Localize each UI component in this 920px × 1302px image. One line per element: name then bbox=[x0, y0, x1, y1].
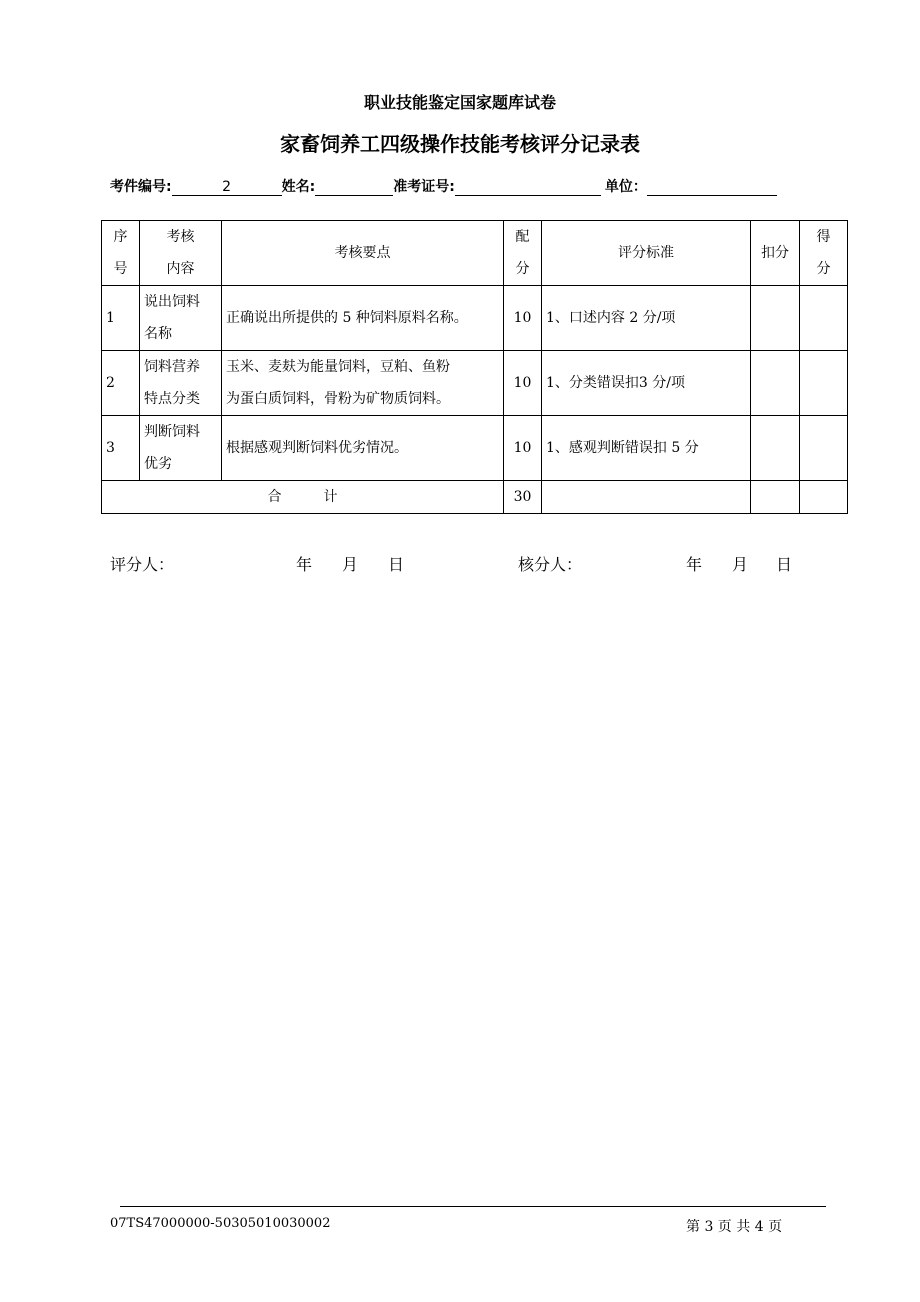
reviewer-year: 年 bbox=[686, 555, 703, 574]
form-title: 家畜饲养工四级操作技能考核评分记录表 bbox=[280, 132, 640, 156]
row-score: 10 bbox=[504, 416, 542, 481]
row-key-points: 正确说出所提供的 5 种饲料原料名称。 bbox=[222, 286, 504, 351]
total-label: 合 计 bbox=[102, 481, 504, 514]
exam-no-label: 考件编号: bbox=[110, 179, 172, 195]
total-deduct-cell[interactable] bbox=[751, 481, 800, 514]
total-criteria-cell bbox=[542, 481, 751, 514]
document-code: 07TS47000000-50305010030002 bbox=[110, 1216, 331, 1231]
row-criteria: 1、感观判断错误扣 5 分 bbox=[542, 416, 751, 481]
row-score: 10 bbox=[504, 351, 542, 416]
header-criteria: 评分标准 bbox=[542, 221, 751, 286]
table-row bbox=[102, 286, 848, 351]
row-got-cell[interactable] bbox=[800, 351, 848, 416]
header-content: 考核 内容 bbox=[140, 221, 222, 286]
table-row bbox=[102, 416, 848, 481]
row-deduct-cell[interactable] bbox=[751, 286, 800, 351]
row-deduct-cell[interactable] bbox=[751, 416, 800, 481]
unit-field[interactable] bbox=[647, 179, 777, 196]
exam-no-field[interactable] bbox=[172, 179, 282, 196]
table-header-row bbox=[102, 221, 848, 286]
row-key-points: 根据感观判断饲料优劣情况。 bbox=[222, 416, 504, 481]
exam-no-value: 2 bbox=[222, 179, 232, 195]
row-got-cell[interactable] bbox=[800, 416, 848, 481]
grader-year: 年 bbox=[296, 555, 313, 574]
total-row bbox=[102, 481, 848, 514]
grader-label: 评分人： bbox=[110, 555, 175, 574]
name-label: 姓名: bbox=[281, 179, 316, 195]
header-deduct: 扣分 bbox=[751, 221, 800, 286]
row-content: 饲料营养 特点分类 bbox=[140, 351, 222, 416]
row-seq: 1 bbox=[102, 286, 140, 351]
row-seq: 2 bbox=[102, 351, 140, 416]
header-score: 配 分 bbox=[504, 221, 542, 286]
total-value: 30 bbox=[504, 481, 542, 514]
row-content: 判断饲料 优劣 bbox=[140, 416, 222, 481]
exam-subtitle: 职业技能鉴定国家题库试卷 bbox=[363, 93, 556, 112]
unit-label: 单位： bbox=[604, 179, 647, 195]
scoring-table bbox=[101, 220, 848, 514]
footer-divider bbox=[120, 1206, 826, 1207]
grader-day: 日 bbox=[388, 555, 405, 574]
row-criteria: 1、口述内容 2 分/项 bbox=[542, 286, 751, 351]
reviewer-month: 月 bbox=[732, 555, 749, 574]
header-seq: 序 号 bbox=[102, 221, 140, 286]
cert-no-label: 准考证号: bbox=[393, 179, 455, 195]
header-got: 得 分 bbox=[800, 221, 848, 286]
reviewer-day: 日 bbox=[776, 555, 793, 574]
total-got-cell[interactable] bbox=[800, 481, 848, 514]
table-row bbox=[102, 351, 848, 416]
row-criteria: 1、分类错误扣3 分/项 bbox=[542, 351, 751, 416]
header-key-points: 考核要点 bbox=[222, 221, 504, 286]
name-field[interactable] bbox=[315, 179, 393, 196]
row-content: 说出饲料 名称 bbox=[140, 286, 222, 351]
cert-no-field[interactable] bbox=[455, 179, 601, 196]
row-got-cell[interactable] bbox=[800, 286, 848, 351]
row-key-points: 玉米、麦麸为能量饲料，豆粕、鱼粉 为蛋白质饲料，骨粉为矿物质饲料。 bbox=[222, 351, 504, 416]
grader-month: 月 bbox=[342, 555, 359, 574]
row-deduct-cell[interactable] bbox=[751, 351, 800, 416]
reviewer-label: 核分人： bbox=[518, 555, 583, 574]
row-score: 10 bbox=[504, 286, 542, 351]
page-number: 第 3 页 共 4 页 bbox=[686, 1219, 783, 1235]
row-seq: 3 bbox=[102, 416, 140, 481]
candidate-info-line bbox=[110, 176, 777, 196]
